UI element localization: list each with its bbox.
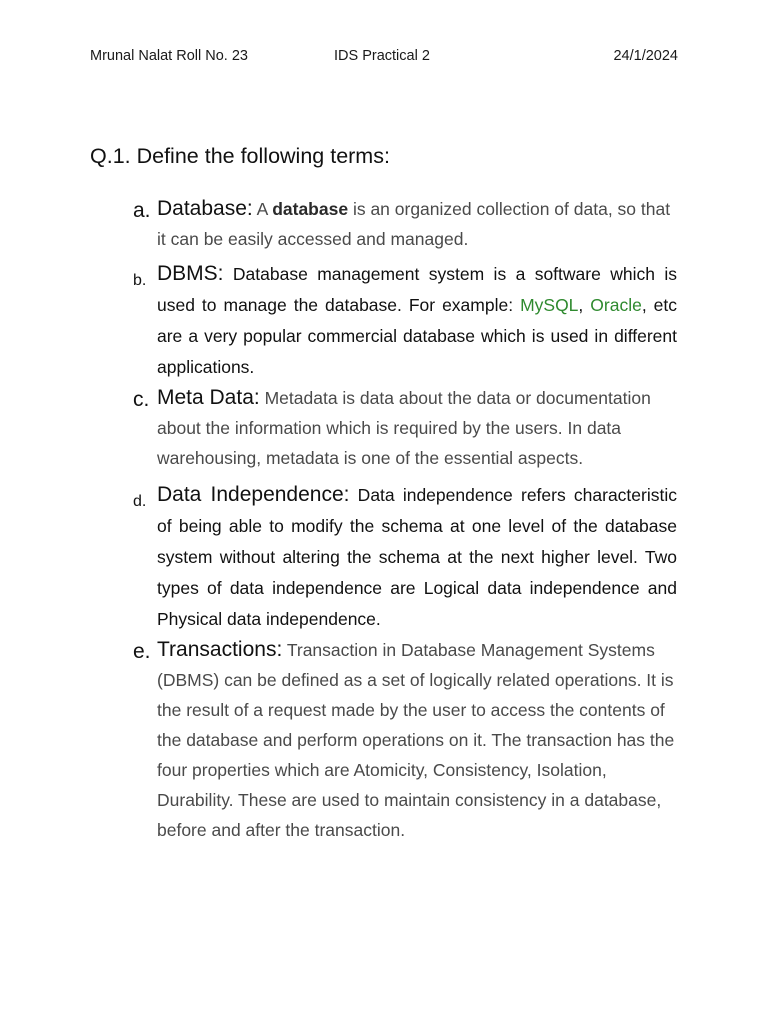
header-author: Mrunal Nalat Roll No. 23 bbox=[90, 48, 248, 64]
definition-text: Transaction in Database Management Systems (DBMS) can be defined as a set of logically related operations. It is the result of a request made by the user to access the contents of the database and perform operations on it. The transaction has the four properties which are Atomicity, Consistency, Isolation, Durability. These are used to maintain consistency in a database, before and after the transaction. bbox=[157, 640, 675, 840]
list-marker: c. bbox=[133, 388, 150, 411]
header-date: 24/1/2024 bbox=[613, 48, 678, 64]
definition-item-database bbox=[0, 194, 677, 254]
definition-item-data-independence bbox=[0, 479, 677, 635]
definition-item-metadata bbox=[0, 383, 677, 473]
term-title: Meta Data: bbox=[157, 386, 260, 409]
list-marker: d. bbox=[133, 493, 147, 510]
oracle-link[interactable]: Oracle bbox=[590, 295, 642, 315]
separator-text: , bbox=[578, 295, 591, 315]
term-title: Database: bbox=[157, 197, 253, 220]
term-title: DBMS: bbox=[157, 262, 224, 285]
term-title: Transactions: bbox=[157, 638, 283, 661]
list-marker: a. bbox=[133, 199, 151, 222]
mysql-link[interactable]: MySQL bbox=[520, 295, 579, 315]
definition-list bbox=[0, 194, 768, 847]
page-header bbox=[90, 48, 678, 68]
term-title: Data Independence: bbox=[157, 483, 350, 506]
question-heading: Q.1. Define the following terms: bbox=[90, 144, 390, 168]
definition-text: Metadata is data about the data or documentation about the information which is required by the users. In data warehousing, metadata is one of the essential aspects. bbox=[157, 388, 651, 468]
definition-bold-word: database bbox=[272, 199, 349, 219]
definition-item-dbms bbox=[0, 258, 677, 383]
definition-text: Database management system is a software which is used to manage the database. For example: bbox=[157, 264, 677, 315]
definition-text: A bbox=[252, 199, 273, 219]
definition-text: is an organized collection of data, so that it can be easily accessed and managed. bbox=[157, 199, 671, 249]
definition-text: , etc are a very popular commercial database which is used in different applications. bbox=[157, 295, 677, 377]
definition-item-transactions bbox=[0, 635, 677, 845]
list-marker: b. bbox=[133, 272, 147, 289]
header-title: IDS Practical 2 bbox=[334, 48, 430, 64]
list-marker: e. bbox=[133, 640, 151, 663]
definition-text: Data independence refers characteristic of being able to modify the schema at one level of the database system without altering the schema at the next higher level. Two types of data independence are Logical data independence and Physical data independence. bbox=[157, 485, 677, 629]
